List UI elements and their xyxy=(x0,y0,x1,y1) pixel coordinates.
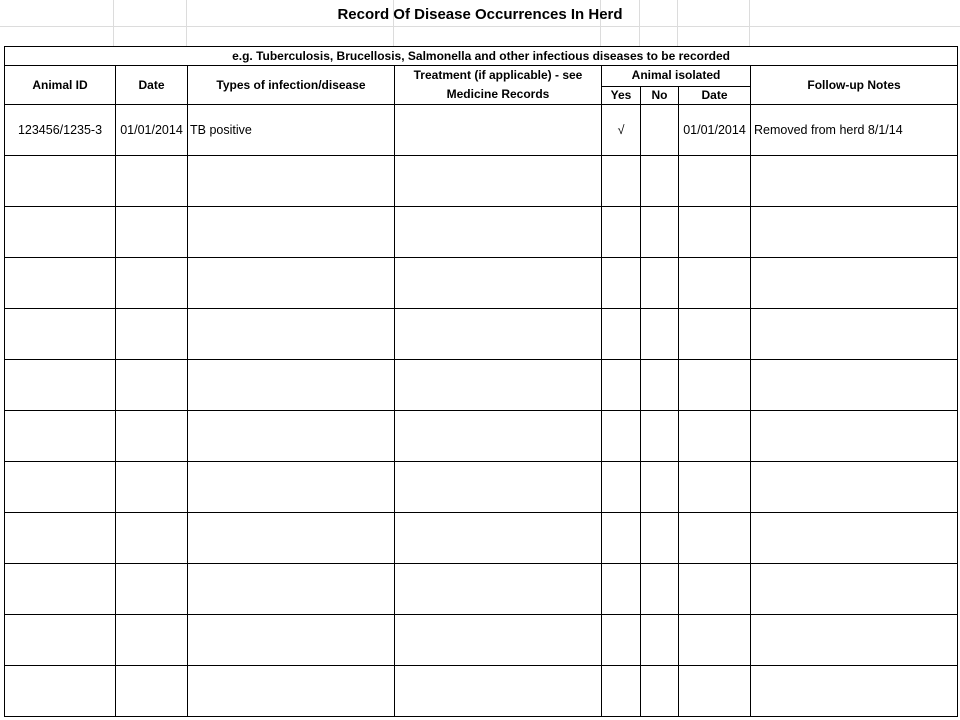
cell-animal-id[interactable] xyxy=(5,156,116,207)
cell-isolated-yes[interactable] xyxy=(602,615,641,666)
cell-type[interactable] xyxy=(188,564,395,615)
cell-type[interactable] xyxy=(188,207,395,258)
cell-isolated-date[interactable] xyxy=(679,462,751,513)
cell-isolated-no[interactable] xyxy=(641,207,679,258)
table-row xyxy=(5,105,958,156)
cell-treatment[interactable] xyxy=(395,666,602,717)
cell-followup[interactable] xyxy=(751,462,958,513)
cell-followup[interactable] xyxy=(751,309,958,360)
header-animal-id: Animal ID xyxy=(5,66,116,105)
cell-isolated-no[interactable] xyxy=(641,411,679,462)
cell-date[interactable]: 01/01/2014 xyxy=(116,105,188,156)
cell-type[interactable] xyxy=(188,513,395,564)
disease-record-sheet xyxy=(4,46,957,718)
cell-animal-id[interactable] xyxy=(5,513,116,564)
cell-isolated-date[interactable] xyxy=(679,207,751,258)
cell-date[interactable] xyxy=(116,309,188,360)
cell-type[interactable] xyxy=(188,309,395,360)
gridline xyxy=(0,26,960,27)
cell-isolated-date[interactable] xyxy=(679,666,751,717)
table-row xyxy=(5,513,958,564)
cell-type[interactable] xyxy=(188,462,395,513)
cell-animal-id[interactable] xyxy=(5,462,116,513)
cell-isolated-date[interactable] xyxy=(679,615,751,666)
cell-followup[interactable] xyxy=(751,258,958,309)
cell-isolated-no[interactable] xyxy=(641,564,679,615)
cell-isolated-no[interactable] xyxy=(641,513,679,564)
cell-isolated-yes[interactable] xyxy=(602,666,641,717)
cell-isolated-yes[interactable] xyxy=(602,564,641,615)
cell-followup[interactable] xyxy=(751,615,958,666)
cell-isolated-no[interactable] xyxy=(641,105,679,156)
disease-record-table xyxy=(4,46,958,717)
table-row xyxy=(5,411,958,462)
cell-date[interactable] xyxy=(116,666,188,717)
table-row xyxy=(5,309,958,360)
cell-treatment[interactable] xyxy=(395,258,602,309)
cell-treatment[interactable] xyxy=(395,615,602,666)
header-no: No xyxy=(641,86,679,104)
cell-isolated-yes[interactable] xyxy=(602,360,641,411)
instruction-note: e.g. Tuberculosis, Brucellosis, Salmonella and other infectious diseases to be recorded xyxy=(5,47,958,66)
cell-followup[interactable]: Removed from herd 8/1/14 xyxy=(751,105,958,156)
cell-treatment[interactable] xyxy=(395,207,602,258)
cell-isolated-yes[interactable] xyxy=(602,156,641,207)
cell-treatment[interactable] xyxy=(395,309,602,360)
cell-isolated-date[interactable] xyxy=(679,360,751,411)
cell-animal-id[interactable] xyxy=(5,258,116,309)
cell-followup[interactable] xyxy=(751,411,958,462)
cell-treatment[interactable] xyxy=(395,105,602,156)
cell-isolated-date[interactable]: 01/01/2014 xyxy=(679,105,751,156)
header-isolated-date: Date xyxy=(679,86,751,104)
cell-date[interactable] xyxy=(116,513,188,564)
cell-isolated-no[interactable] xyxy=(641,615,679,666)
cell-isolated-date[interactable] xyxy=(679,513,751,564)
cell-isolated-yes[interactable] xyxy=(602,309,641,360)
cell-type[interactable] xyxy=(188,360,395,411)
cell-date[interactable] xyxy=(116,564,188,615)
cell-type[interactable] xyxy=(188,411,395,462)
cell-animal-id[interactable] xyxy=(5,360,116,411)
cell-followup[interactable] xyxy=(751,207,958,258)
cell-type[interactable] xyxy=(188,156,395,207)
table-row xyxy=(5,462,958,513)
cell-followup[interactable] xyxy=(751,564,958,615)
cell-isolated-yes[interactable] xyxy=(602,513,641,564)
cell-animal-id[interactable] xyxy=(5,564,116,615)
cell-treatment[interactable] xyxy=(395,462,602,513)
cell-isolated-date[interactable] xyxy=(679,258,751,309)
cell-date[interactable] xyxy=(116,360,188,411)
cell-treatment[interactable] xyxy=(395,411,602,462)
cell-isolated-yes[interactable] xyxy=(602,207,641,258)
cell-date[interactable] xyxy=(116,411,188,462)
cell-animal-id[interactable] xyxy=(5,615,116,666)
header-animal-isolated: Animal isolated xyxy=(602,66,751,87)
cell-isolated-no[interactable] xyxy=(641,156,679,207)
cell-followup[interactable] xyxy=(751,513,958,564)
cell-animal-id[interactable] xyxy=(5,666,116,717)
cell-isolated-yes[interactable]: √ xyxy=(602,105,641,156)
table-row xyxy=(5,666,958,717)
table-row xyxy=(5,156,958,207)
cell-animal-id[interactable] xyxy=(5,309,116,360)
cell-followup[interactable] xyxy=(751,156,958,207)
cell-isolated-date[interactable] xyxy=(679,564,751,615)
cell-isolated-no[interactable] xyxy=(641,462,679,513)
cell-isolated-date[interactable] xyxy=(679,156,751,207)
cell-isolated-no[interactable] xyxy=(641,360,679,411)
cell-treatment[interactable] xyxy=(395,360,602,411)
header-date: Date xyxy=(116,66,188,105)
cell-animal-id[interactable] xyxy=(5,207,116,258)
cell-isolated-yes[interactable] xyxy=(602,258,641,309)
cell-type[interactable] xyxy=(188,615,395,666)
cell-isolated-yes[interactable] xyxy=(602,411,641,462)
header-followup: Follow-up Notes xyxy=(751,66,958,105)
table-row xyxy=(5,360,958,411)
header-row xyxy=(5,66,958,87)
cell-type[interactable] xyxy=(188,258,395,309)
sheet-title: Record Of Disease Occurrences In Herd xyxy=(337,6,623,23)
cell-date[interactable] xyxy=(116,462,188,513)
cell-followup[interactable] xyxy=(751,666,958,717)
cell-isolated-date[interactable] xyxy=(679,309,751,360)
cell-type[interactable] xyxy=(188,666,395,717)
cell-treatment[interactable] xyxy=(395,513,602,564)
cell-animal-id[interactable] xyxy=(5,411,116,462)
cell-type[interactable]: TB positive xyxy=(188,105,395,156)
table-row xyxy=(5,615,958,666)
cell-isolated-date[interactable] xyxy=(679,411,751,462)
cell-isolated-no[interactable] xyxy=(641,666,679,717)
cell-animal-id[interactable]: 123456/1235-3 xyxy=(5,105,116,156)
cell-isolated-yes[interactable] xyxy=(602,462,641,513)
header-yes: Yes xyxy=(602,86,641,104)
cell-treatment[interactable] xyxy=(395,156,602,207)
cell-isolated-no[interactable] xyxy=(641,258,679,309)
header-treatment: Treatment (if applicable) - see Medicine Records xyxy=(395,66,602,105)
cell-treatment[interactable] xyxy=(395,564,602,615)
cell-followup[interactable] xyxy=(751,360,958,411)
cell-isolated-no[interactable] xyxy=(641,309,679,360)
cell-date[interactable] xyxy=(116,258,188,309)
cell-date[interactable] xyxy=(116,207,188,258)
cell-date[interactable] xyxy=(116,156,188,207)
table-row xyxy=(5,258,958,309)
note-row xyxy=(5,47,958,66)
header-types: Types of infection/disease xyxy=(188,66,395,105)
cell-date[interactable] xyxy=(116,615,188,666)
table-row xyxy=(5,564,958,615)
table-row xyxy=(5,207,958,258)
